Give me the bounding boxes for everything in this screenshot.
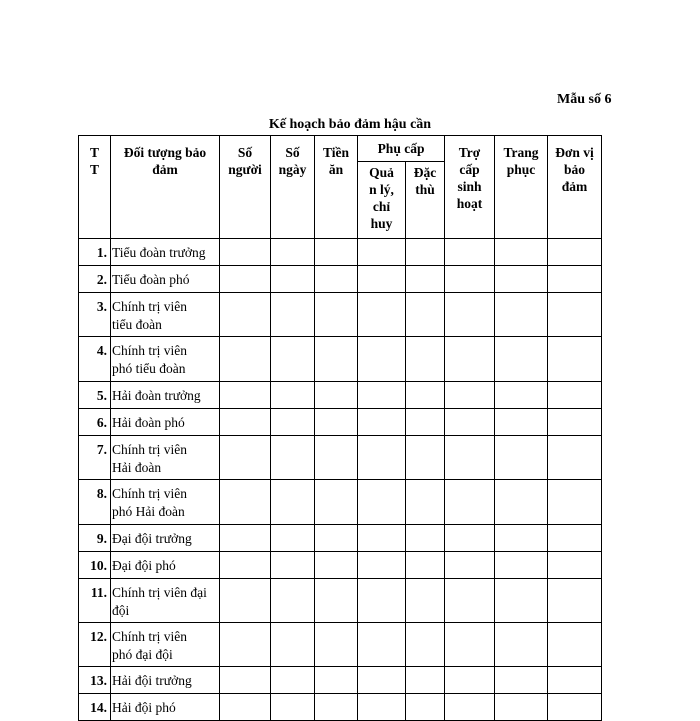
row-number: 10. bbox=[79, 552, 111, 579]
empty-cell bbox=[495, 293, 548, 337]
empty-cell bbox=[271, 623, 315, 667]
empty-cell bbox=[220, 480, 271, 525]
empty-cell bbox=[358, 382, 406, 409]
empty-cell bbox=[406, 337, 445, 382]
empty-cell bbox=[495, 337, 548, 382]
empty-cell bbox=[406, 525, 445, 552]
header-days: Số ngày bbox=[271, 136, 315, 239]
row-number: 5. bbox=[79, 382, 111, 409]
empty-cell bbox=[406, 579, 445, 623]
row-subject: Chính trị viên phó tiểu đoàn bbox=[111, 337, 220, 382]
empty-cell bbox=[220, 552, 271, 579]
row-number: 14. bbox=[79, 694, 111, 721]
row-number: 1. bbox=[79, 239, 111, 266]
empty-cell bbox=[271, 552, 315, 579]
row-subject: Hải đoàn phó bbox=[111, 409, 220, 436]
empty-cell bbox=[358, 480, 406, 525]
empty-cell bbox=[315, 382, 358, 409]
empty-cell bbox=[358, 436, 406, 480]
row-number: 3. bbox=[79, 293, 111, 337]
empty-cell bbox=[358, 409, 406, 436]
empty-cell bbox=[315, 525, 358, 552]
header-people: Số người bbox=[220, 136, 271, 239]
empty-cell bbox=[315, 480, 358, 525]
row-number: 11. bbox=[79, 579, 111, 623]
empty-cell bbox=[220, 293, 271, 337]
row-subject: Chính trị viên tiểu đoàn bbox=[111, 293, 220, 337]
table-row bbox=[79, 579, 602, 623]
empty-cell bbox=[495, 694, 548, 721]
header-meals: Tiền ăn bbox=[315, 136, 358, 239]
table-row bbox=[79, 382, 602, 409]
empty-cell bbox=[406, 409, 445, 436]
empty-cell bbox=[548, 623, 602, 667]
empty-cell bbox=[315, 552, 358, 579]
empty-cell bbox=[315, 623, 358, 667]
empty-cell bbox=[495, 436, 548, 480]
empty-cell bbox=[445, 667, 495, 694]
row-number: 2. bbox=[79, 266, 111, 293]
table-row bbox=[79, 266, 602, 293]
empty-cell bbox=[358, 667, 406, 694]
row-subject: Đại đội trưởng bbox=[111, 525, 220, 552]
row-number: 9. bbox=[79, 525, 111, 552]
empty-cell bbox=[358, 623, 406, 667]
empty-cell bbox=[315, 239, 358, 266]
empty-cell bbox=[271, 337, 315, 382]
empty-cell bbox=[548, 667, 602, 694]
header-allowance-management: Quả n lý, chỉ huy bbox=[358, 162, 406, 239]
empty-cell bbox=[220, 409, 271, 436]
empty-cell bbox=[315, 694, 358, 721]
empty-cell bbox=[271, 525, 315, 552]
empty-cell bbox=[406, 436, 445, 480]
empty-cell bbox=[445, 552, 495, 579]
empty-cell bbox=[358, 525, 406, 552]
header-uniform: Trang phục bbox=[495, 136, 548, 239]
empty-cell bbox=[220, 337, 271, 382]
empty-cell bbox=[406, 694, 445, 721]
empty-cell bbox=[271, 436, 315, 480]
table-row bbox=[79, 694, 602, 721]
empty-cell bbox=[358, 239, 406, 266]
row-subject: Tiểu đoàn trưởng bbox=[111, 239, 220, 266]
empty-cell bbox=[220, 579, 271, 623]
empty-cell bbox=[495, 525, 548, 552]
empty-cell bbox=[445, 382, 495, 409]
empty-cell bbox=[445, 694, 495, 721]
row-subject: Chính trị viên Hải đoàn bbox=[111, 436, 220, 480]
row-subject: Hải đoàn trưởng bbox=[111, 382, 220, 409]
header-allowance-special: Đặc thù bbox=[406, 162, 445, 239]
empty-cell bbox=[495, 239, 548, 266]
empty-cell bbox=[406, 239, 445, 266]
empty-cell bbox=[315, 409, 358, 436]
empty-cell bbox=[445, 579, 495, 623]
empty-cell bbox=[315, 436, 358, 480]
row-number: 8. bbox=[79, 480, 111, 525]
empty-cell bbox=[271, 694, 315, 721]
row-subject: Đại đội phó bbox=[111, 552, 220, 579]
table-row bbox=[79, 525, 602, 552]
empty-cell bbox=[358, 694, 406, 721]
table-row bbox=[79, 667, 602, 694]
empty-cell bbox=[358, 552, 406, 579]
empty-cell bbox=[271, 409, 315, 436]
empty-cell bbox=[406, 623, 445, 667]
table-row bbox=[79, 409, 602, 436]
empty-cell bbox=[220, 623, 271, 667]
table-row bbox=[79, 623, 602, 667]
empty-cell bbox=[495, 552, 548, 579]
empty-cell bbox=[271, 579, 315, 623]
empty-cell bbox=[315, 667, 358, 694]
empty-cell bbox=[406, 552, 445, 579]
empty-cell bbox=[445, 436, 495, 480]
empty-cell bbox=[271, 667, 315, 694]
empty-cell bbox=[548, 552, 602, 579]
row-subject: Chính trị viên phó đại đội bbox=[111, 623, 220, 667]
table-row bbox=[79, 337, 602, 382]
row-subject: Hải đội phó bbox=[111, 694, 220, 721]
empty-cell bbox=[315, 266, 358, 293]
empty-cell bbox=[548, 239, 602, 266]
empty-cell bbox=[220, 525, 271, 552]
table-row bbox=[79, 293, 602, 337]
empty-cell bbox=[445, 293, 495, 337]
empty-cell bbox=[548, 436, 602, 480]
empty-cell bbox=[315, 579, 358, 623]
table-row bbox=[79, 480, 602, 525]
empty-cell bbox=[548, 337, 602, 382]
empty-cell bbox=[271, 239, 315, 266]
empty-cell bbox=[271, 480, 315, 525]
row-number: 7. bbox=[79, 436, 111, 480]
empty-cell bbox=[495, 266, 548, 293]
header-subject: Đối tượng bảo đảm bbox=[111, 136, 220, 239]
empty-cell bbox=[271, 293, 315, 337]
empty-cell bbox=[406, 293, 445, 337]
empty-cell bbox=[315, 337, 358, 382]
logistics-plan-table bbox=[78, 135, 602, 721]
empty-cell bbox=[406, 266, 445, 293]
empty-cell bbox=[220, 667, 271, 694]
empty-cell bbox=[445, 480, 495, 525]
empty-cell bbox=[548, 694, 602, 721]
empty-cell bbox=[548, 293, 602, 337]
table-row bbox=[79, 552, 602, 579]
empty-cell bbox=[445, 409, 495, 436]
row-number: 6. bbox=[79, 409, 111, 436]
empty-cell bbox=[406, 667, 445, 694]
empty-cell bbox=[358, 266, 406, 293]
empty-cell bbox=[445, 266, 495, 293]
table-row bbox=[79, 239, 602, 266]
empty-cell bbox=[445, 337, 495, 382]
row-subject: Chính trị viên phó Hải đoàn bbox=[111, 480, 220, 525]
empty-cell bbox=[406, 480, 445, 525]
header-unit: Đơn vị bảo đảm bbox=[548, 136, 602, 239]
empty-cell bbox=[495, 579, 548, 623]
empty-cell bbox=[445, 239, 495, 266]
empty-cell bbox=[271, 266, 315, 293]
empty-cell bbox=[220, 239, 271, 266]
empty-cell bbox=[271, 382, 315, 409]
empty-cell bbox=[495, 382, 548, 409]
empty-cell bbox=[548, 480, 602, 525]
table-row bbox=[79, 436, 602, 480]
empty-cell bbox=[445, 525, 495, 552]
empty-cell bbox=[548, 266, 602, 293]
empty-cell bbox=[358, 337, 406, 382]
empty-cell bbox=[495, 667, 548, 694]
row-subject: Hải đội trưởng bbox=[111, 667, 220, 694]
empty-cell bbox=[548, 382, 602, 409]
empty-cell bbox=[548, 579, 602, 623]
empty-cell bbox=[495, 409, 548, 436]
empty-cell bbox=[220, 382, 271, 409]
table-body bbox=[79, 239, 602, 721]
header-tt: T T bbox=[79, 136, 111, 239]
empty-cell bbox=[315, 293, 358, 337]
empty-cell bbox=[220, 436, 271, 480]
header-allowance: Phụ cấp bbox=[358, 136, 445, 162]
empty-cell bbox=[358, 579, 406, 623]
form-number: Mẫu số 6 bbox=[557, 92, 612, 107]
row-number: 13. bbox=[79, 667, 111, 694]
row-subject: Tiểu đoàn phó bbox=[111, 266, 220, 293]
empty-cell bbox=[358, 293, 406, 337]
empty-cell bbox=[220, 694, 271, 721]
row-number: 12. bbox=[79, 623, 111, 667]
document-title: Kế hoạch bảo đảm hậu cần bbox=[268, 117, 432, 132]
row-subject: Chính trị viên đại đội bbox=[111, 579, 220, 623]
empty-cell bbox=[495, 623, 548, 667]
empty-cell bbox=[406, 382, 445, 409]
empty-cell bbox=[220, 266, 271, 293]
empty-cell bbox=[495, 480, 548, 525]
empty-cell bbox=[548, 525, 602, 552]
empty-cell bbox=[445, 623, 495, 667]
header-living-subsidy: Trợ cấp sinh hoạt bbox=[445, 136, 495, 239]
empty-cell bbox=[548, 409, 602, 436]
row-number: 4. bbox=[79, 337, 111, 382]
